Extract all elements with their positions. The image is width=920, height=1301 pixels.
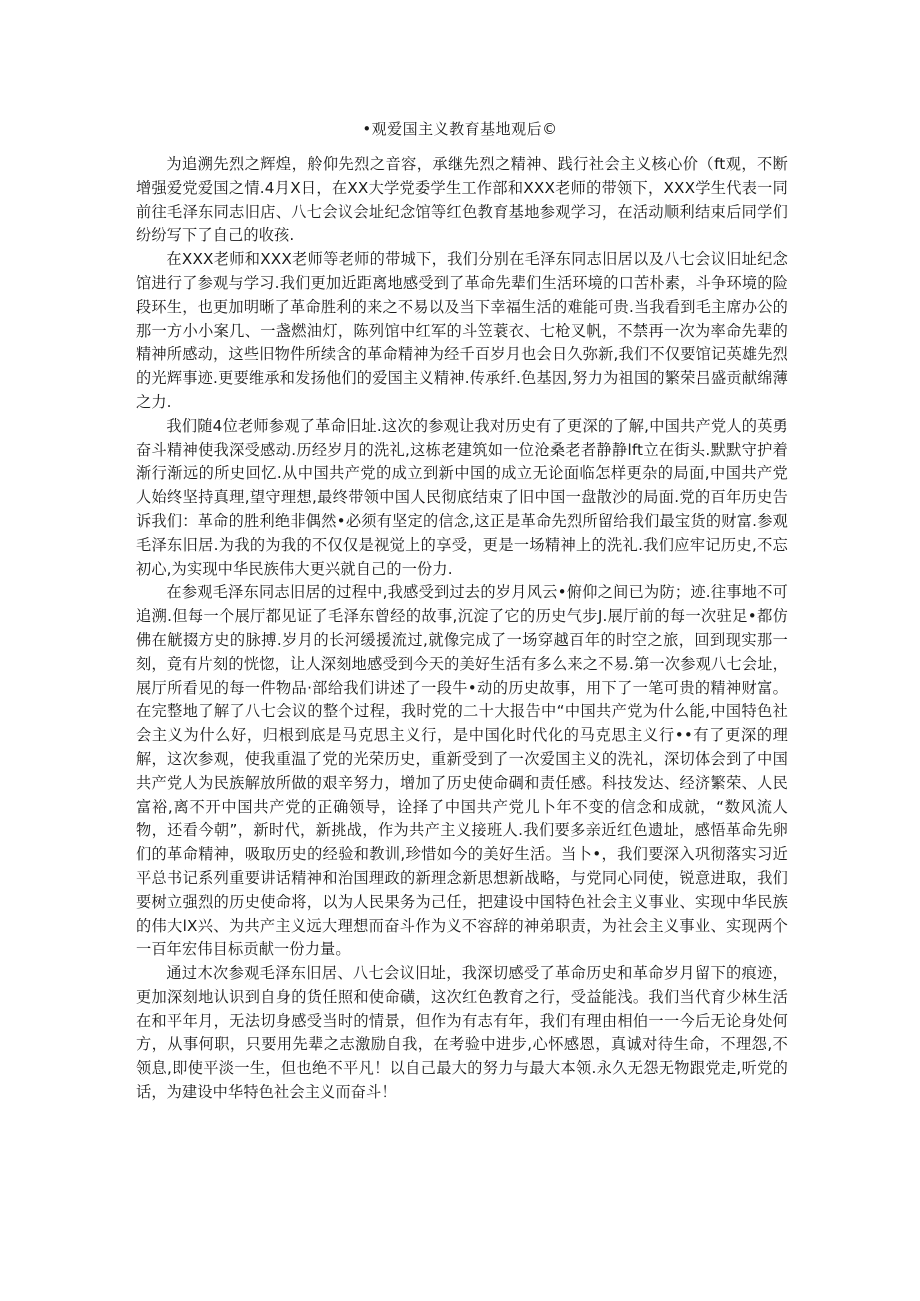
document-body bbox=[136, 153, 788, 1105]
paragraph-4: 在参观毛泽东同志旧居的过程中,我感受到过去的岁月风云•俯仰之间已为防；迹.往事地不可追溯.但每一个展厅都见证了毛泽东曾经的故事,沉淀了它的历史气步J.展厅前的每一次驻足•都仿佛在觥掇方史的脉搏.岁月的长河缓援流过,就像完成了一场穿越百年的时空之旅，回到现实那一刻，竟有片刻的恍惚，让人深刻地感受到今天的美好生活有多么来之不易.第一次参观八七会址，展厅所看见的每一件物品·部给我们讲述了一段牛•动的历史故事，用下了一笔可贵的精神财富。在完整地了解了八七会议的整个过程，我时党的二十大报告中“中国共产党为什么能,中国特色社会主义为什么好，归根到底是马克思主义行，是中国化时代化的马克思主义行••有了更深的理解，这次参观，使我重温了党的光荣历史，重新受到了一次爱国主义的洗礼，深切体会到了中国共产党人为民族解放所做的艰辛努力，增加了历史使命碉和责任感。科技发达、经济繁荣、人民富裕,离不开中国共产党的正确领导，诠择了中国共产党儿卜年不变的信念和成就，“数风流人物，还看今朝”，新时代，新挑战，作为共产主义接班人.我们要多亲近红色遗址，感悟革命先卵们的革命精神，吸取历史的经验和教训,珍惜如今的美好生活。当卜•，我们要深入巩彻落实习近平总书记系列重要讲话精神和治国理政的新理念新思想新战略，与党同心同使，锐意进取，我们要树立强烈的历史使命将，以为人民果务为己任，把建设中国特色社会主义事业、实现中华民族的伟大lX兴、为共产主义远大理想而奋斗作为义不容辞的神弟职责，为社会主义事业、实现两个一百年宏伟目标贡献一份力量。 bbox=[136, 583, 788, 959]
paragraph-5: 通过木次参观毛泽东旧居、八七会议旧址，我深切感受了革命历史和革命岁月留下的痕迹，更加深刻地认识到自身的货任照和使命磺，这次红色教育之行，受益能浅。我们当代育少林生活在和平年月，无法切身感受当时的情景，但作为有志有年，我们有理由相伯一一今后无论身处何方，从事何职，只要用先辈之志激励自我，在考验中进步,心怀感恩，真诚对待生命，不理怨,不领息,即使平淡一生，但也绝不平凡！以自己最大的努力与最大本领.永久无怨无物跟党走,听党的话，为建设中华特色社会主义而奋斗！ bbox=[136, 964, 788, 1102]
document-title: •观爱国主义教育基地观后© bbox=[362, 120, 558, 138]
paragraph-1: 为追溯先烈之辉煌，舲仰先烈之音容，承继先烈之精神、践行社会主义核心价（ft观，不断增强爱党爱国之情.4月X日，在XX大学党委学生工作部和XXX老师的带领下，XXX学生代表一同前往毛泽东同志旧店、八七会议会址纪念馆等红色教育基地参观学习，在活动顺利结束后同学们纷纷写下了自己的收孩. bbox=[136, 155, 788, 245]
paragraph-2: 在XXX老师和XXX老师等老师的带城下，我们分别在毛泽东同志旧居以及八七会议旧址纪念馆进行了参观与学习.我们更加近距离地感受到了革命先辈们生活环境的口苦朴素，斗争环境的险段环生，也更加明晰了革命胜利的来之不易以及当下幸福生活的难能可贵.当我看到毛主席办公的那一方小小案几、一盏燃油灯，陈列馆中红军的斗笠蓑衣、七枪叉帆，不禁再一次为率命先辈的精神所感动，这些旧物件所续含的革命精神为经千百岁月也会日久弥新,我们不仅要馆记英雄先烈的光辉事迹.更要维承和发扬他们的爱国主义精神.传承纤.色基因,努力为祖国的繁荣吕盛贡献绵薄之力. bbox=[136, 250, 788, 411]
paragraph-3: 我们随4位老师参观了革命旧址.这次的参观让我对历史有了更深的了解,中国共产党人的英勇奋斗精神使我深受感动.历经岁月的洗礼,这栋老建筑如一位沧桑老者静静lft立在街头.默默守护着渐行渐远的所史回忆.从中国共产党的成立到新中国的成立无论面临怎样更杂的局面,中国共产党人始终坚持真理,望守理想,最终带领中国人民彻底结束了旧中国一盘散沙的局面.党的百年历史告诉我们：革命的胜利绝非偶然•必须有坚定的信念,这正是革命先烈所留给我们最宝货的财富.参观毛泽东旧居.为我的为我的不仅仅是视觉上的享受，更是一场精神上的洗礼.我们应牢记历史,不忘初心,为实现中华民族伟大更兴就自己的一份力. bbox=[136, 416, 788, 578]
